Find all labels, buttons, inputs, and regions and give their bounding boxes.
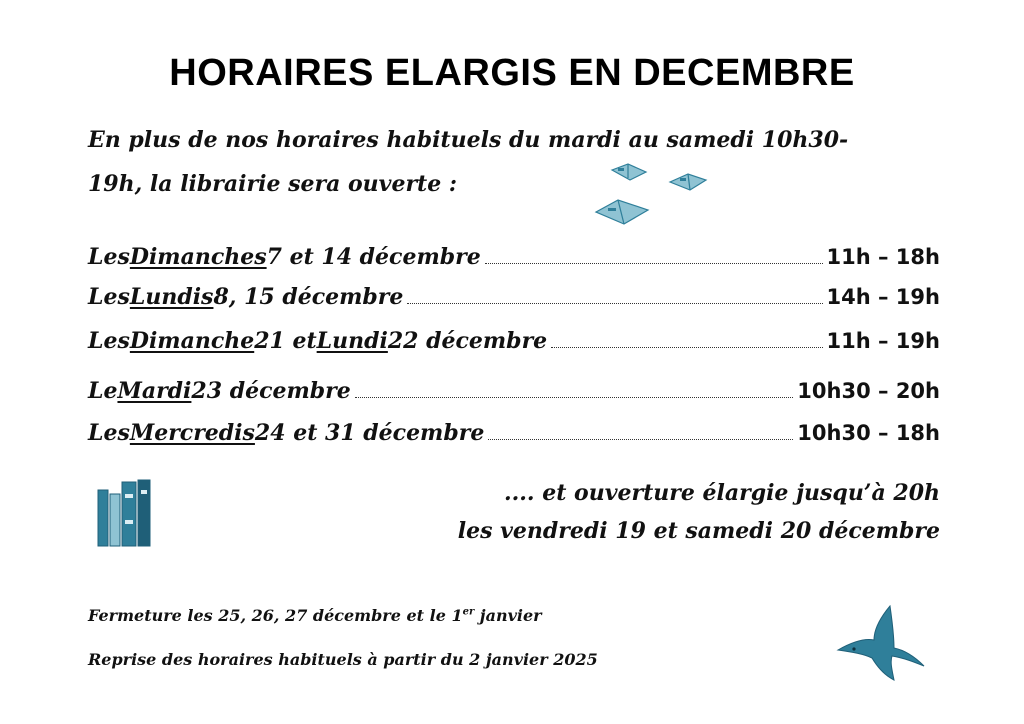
extended-hours-note (458, 474, 940, 550)
page-title: HORAIRES ELARGIS EN DECEMBRE (169, 52, 855, 94)
schedule-row (88, 378, 940, 412)
row-prefix: Le (88, 378, 118, 404)
intro-line-1: En plus de nos horaires habituels du mardi au samedi 10h30- (88, 127, 849, 153)
row-day: Dimanches (129, 244, 267, 270)
closing-end: janvier (474, 606, 542, 625)
row-suffix: 22 décembre (387, 328, 548, 354)
reprise-note: Reprise des horaires habituels à partir du 2 janvier 2025 (88, 650, 598, 669)
row-date: 24 et 31 décembre (254, 420, 485, 446)
row-date: 7 et 14 décembre (266, 244, 481, 270)
closing-text: Fermeture les 25, 26, 27 décembre et le 1 (88, 606, 463, 625)
row-prefix: Les (88, 328, 130, 354)
schedule-row (88, 244, 940, 278)
dotted-leader (407, 289, 822, 304)
extended-line-1: .... et ouverture élargie jusqu’à 20h (503, 480, 940, 506)
row-date: 23 décembre (191, 378, 351, 404)
row-time: 10h30 – 18h (797, 421, 940, 445)
schedule-row (88, 328, 940, 362)
row-day: Mercredis (129, 420, 255, 446)
dotted-leader (485, 249, 823, 264)
swallow-bird-icon (834, 604, 926, 682)
extended-line-2: les vendredi 19 et samedi 20 décembre (457, 518, 940, 544)
row-prefix: Les (88, 244, 130, 270)
dotted-leader (488, 425, 793, 440)
open-books-icon (588, 160, 728, 232)
row-prefix: Les (88, 420, 130, 446)
row-date: 21 et (254, 328, 317, 354)
schedule-row (88, 284, 940, 318)
row-day: Dimanche (129, 328, 255, 354)
intro-line-2: 19h, la librairie sera ouverte : (88, 171, 457, 197)
row-time: 11h – 18h (826, 245, 940, 269)
standing-books-icon (94, 476, 156, 550)
row-prefix: Les (88, 284, 130, 310)
intro-text (88, 118, 948, 206)
row-time: 11h – 19h (826, 329, 940, 353)
closing-sup: er (462, 606, 475, 618)
dotted-leader (551, 333, 822, 348)
row-time: 14h – 19h (826, 285, 940, 309)
schedule-row (88, 420, 940, 454)
row-day: Lundis (129, 284, 214, 310)
row-time: 10h30 – 20h (797, 379, 940, 403)
row-date: 8, 15 décembre (213, 284, 404, 310)
row-day-2: Lundi (316, 328, 388, 354)
closing-note (88, 606, 542, 625)
row-day: Mardi (117, 378, 192, 404)
dotted-leader (355, 383, 794, 398)
